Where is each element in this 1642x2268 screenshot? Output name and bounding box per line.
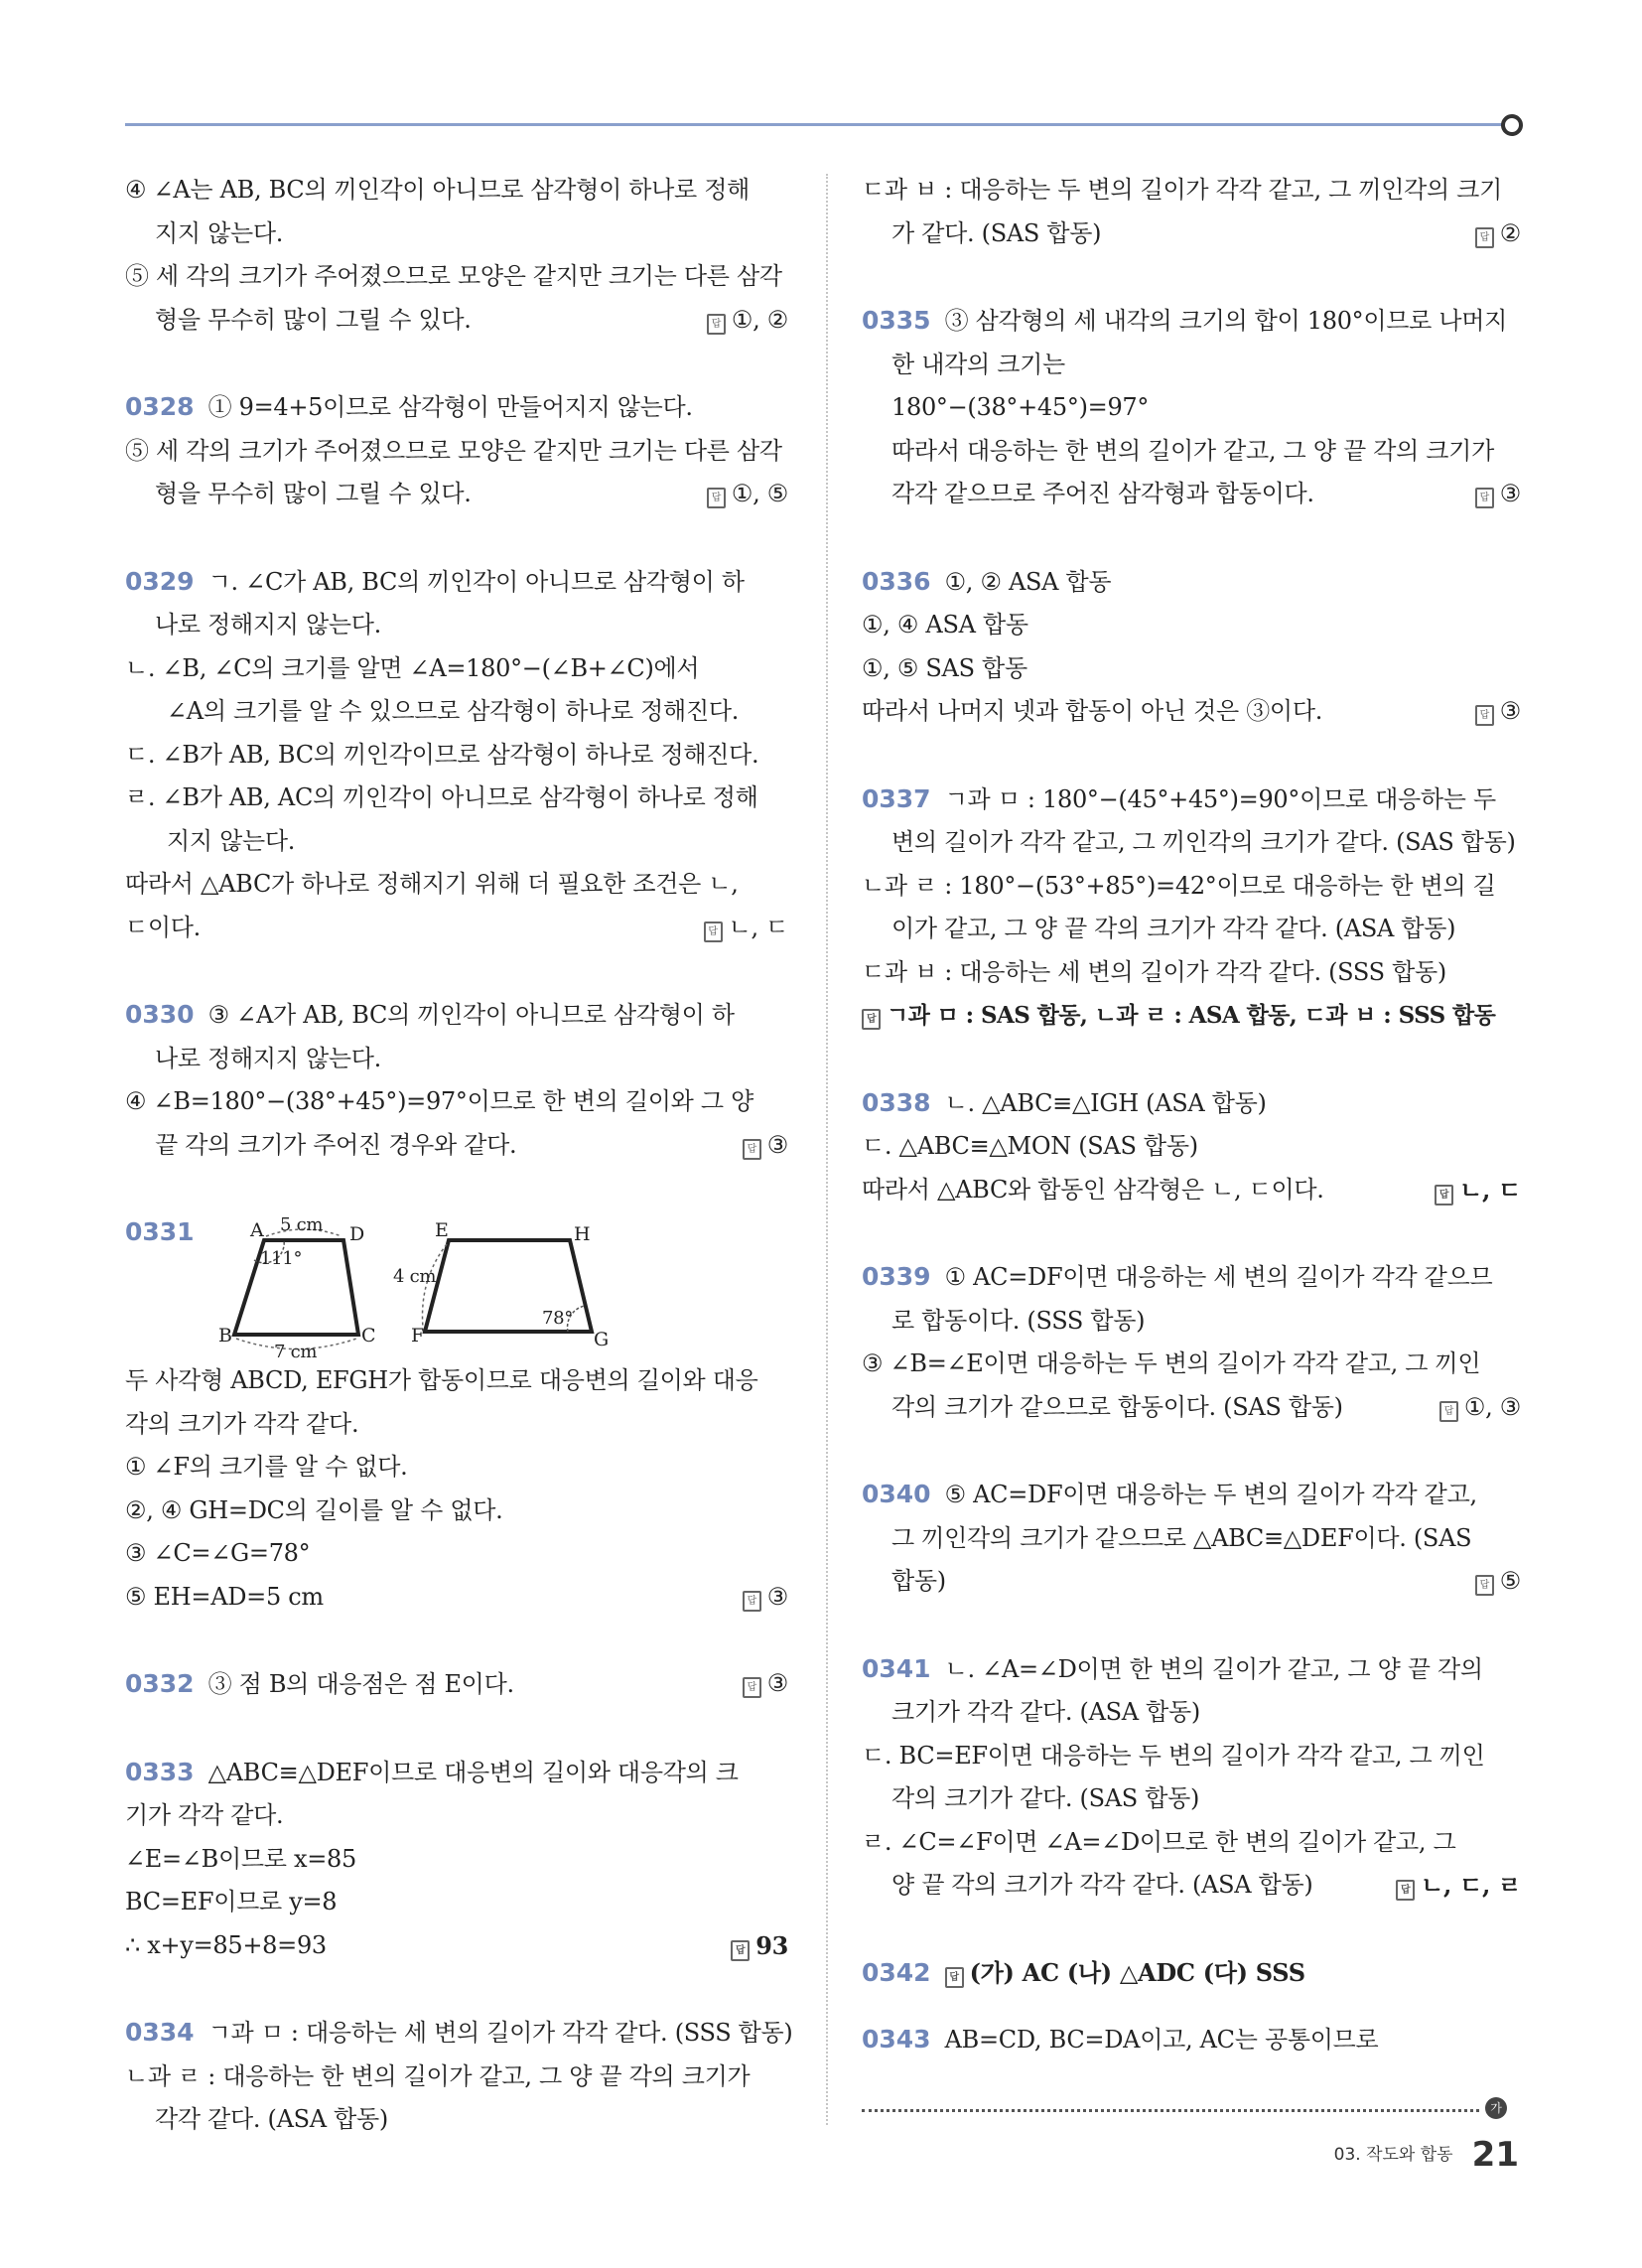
text-line: ⑤ EH=AD=5 cm [125,1582,324,1611]
text-line: ㄷ과 ㅂ : 대응하는 두 변의 길이가 각각 같고, 그 끼인각의 크기 [862,176,1502,204]
answer-icon: 답 [862,1009,881,1030]
text-line: 따라서 나머지 넷과 합동이 아닌 것은 ③이다. [862,697,1323,725]
solution-0328 [125,385,788,516]
text-line: 형을 무수히 많이 그릴 수 있다. [155,305,472,334]
answer-value: ①, ③ [1463,1392,1521,1421]
text-line: ㄹ. ∠B가 AB, AC의 끼인각이 아니므로 삼각형이 하나로 정해 [125,783,758,811]
answer-value: ③ [766,1582,788,1611]
solution-0330 [125,993,788,1167]
answer-value: ② [1499,218,1521,247]
text-line: ⑤ 세 각의 크기가 주어졌으므로 모양은 같지만 크기는 다른 삼각 [125,436,782,465]
text-line: ㄴ과 ㄹ : 180°−(53°+85°)=42°이므로 대응하는 한 변의 길 [862,871,1496,900]
text-line: 형을 무수히 많이 그릴 수 있다. [155,480,472,507]
solution-0334-cont [862,169,1521,255]
vertex-a: A [250,1219,264,1241]
page-number: 21 [1471,2135,1519,2175]
text-line: 따라서 △ABC가 하나로 정해지기 위해 더 필요한 조건은 ㄴ, [125,870,739,898]
text-line: ∠A의 크기를 알 수 있으므로 삼각형이 하나로 정해진다. [167,697,740,725]
answer [1475,1560,1521,1604]
problem-number: 0330 [125,1000,195,1029]
text-line [862,1473,1521,1517]
text-line: 양 끝 각의 크기가 각각 같다. (ASA 합동) [891,1871,1313,1899]
problem-number: 0334 [125,2018,195,2047]
text-line: ㄷ. BC=EF이면 대응하는 두 변의 길이가 각각 같고, 그 끼인 [862,1741,1485,1770]
answer-icon: 답 [1475,488,1494,508]
text-line [125,299,788,343]
text-line: ㄴ. ∠A=∠D이면 한 변의 길이가 같고, 그 양 끝 각의 [944,1654,1483,1683]
right-column [862,169,1521,2106]
answer-value: ㄴ, ㄷ [728,913,788,941]
text-line: ㄱ. ∠C가 AB, BC의 끼인각이 아니므로 삼각형이 하 [207,567,745,596]
continue-dotted-line [862,2109,1479,2112]
problem-number: 0335 [862,306,931,335]
answer [1475,690,1521,734]
answer-icon: 답 [1435,1185,1453,1205]
answer-value: ⑤ [1499,1567,1521,1595]
text-line [125,907,788,950]
text-line: ㄴ. △ABC≡△IGH (ASA 합동) [944,1088,1267,1117]
text-line [125,560,788,605]
answer [1475,213,1521,256]
text-line: ④ ∠B=180°−(38°+45°)=97°이므로 한 변의 길이와 그 양 [125,1087,753,1115]
text-line: ① ∠F의 크기를 알 수 없다. [125,1453,408,1481]
answer [743,1124,788,1168]
solution-0339 [862,1255,1521,1429]
problem-number: 0339 [862,1262,931,1291]
text-line: ②, ④ GH=DC의 길이를 알 수 없다. [125,1495,503,1524]
text-line: 변의 길이가 각각 같고, 그 끼인각의 크기가 같다. (SAS 합동) [891,828,1516,856]
solution-0336 [862,560,1521,734]
text-line: AB=CD, BC=DA이고, AC는 공통이므로 [944,2026,1379,2054]
text-line [862,1386,1521,1430]
answer-value: ㄴ, ㄷ [1459,1175,1521,1205]
text-line: ⑤ 세 각의 크기가 주어졌으므로 모양은 같지만 크기는 다른 삼각 [125,262,782,290]
problem-number: 0340 [862,1480,931,1508]
answer-icon: 답 [707,314,726,335]
text-line: 한 내각의 크기는 [891,350,1065,378]
answer-value: ①, ⑤ [731,480,788,507]
text-line: ①, ⑤ SAS 합동 [862,653,1027,682]
answer-value: (가) AC (나) △ADC (다) SSS [969,1957,1305,1987]
label-angle-g: 78° [542,1308,574,1329]
label-ad-length: 5 cm [280,1214,324,1235]
vertex-e: E [435,1219,449,1241]
solution-0340 [862,1473,1521,1604]
answer [1435,1169,1521,1212]
column-divider [826,174,828,2125]
text-line [862,1169,1521,1212]
text-line: ③ 삼각형의 세 내각의 크기의 합이 180°이므로 나머지 [944,307,1507,335]
answer-icon: 답 [1475,705,1494,726]
page-footer [1334,2135,1519,2175]
answer [1475,473,1521,516]
text-line: 각각 같다. (ASA 합동) [155,2105,388,2133]
text-line [125,473,788,516]
answer-icon: 답 [743,1591,761,1612]
solution-0334 [125,2011,793,2142]
text-line: 크기가 각각 같다. (ASA 합동) [891,1698,1200,1726]
text-line [862,213,1521,256]
answer-icon: 답 [707,488,726,508]
text-line [125,1924,788,1968]
text-line [862,1951,1521,1995]
text-line [862,1081,1521,1126]
answer [743,1576,788,1620]
answer-value: ③ [1499,480,1521,507]
answer [707,473,788,516]
answer [1396,1864,1521,1908]
text-line: 각의 크기가 같으므로 합동이다. (SAS 합동) [891,1392,1343,1421]
chapter-label: 03. 작도와 합동 [1333,2145,1453,2165]
vertex-c: C [361,1325,376,1347]
answer-icon: 답 [1475,227,1494,248]
text-line [862,2018,1521,2062]
text-line: ∴ x+y=85+8=93 [125,1930,327,1959]
text-line: 끝 각의 크기가 주어진 경우와 같다. [155,1130,517,1159]
answer [707,299,788,343]
text-line: ① AC=DF이면 대응하는 세 변의 길이가 각각 같으므 [944,1263,1493,1291]
answer-icon: 답 [1475,1575,1494,1596]
answer [743,1662,788,1706]
text-line [862,473,1521,516]
text-line [862,560,1521,605]
problem-number: 0337 [862,783,931,813]
text-line: ③ ∠B=∠E이면 대응하는 두 변의 길이가 각각 같고, 그 끼인 [862,1349,1481,1377]
top-rule-dot [1501,114,1523,136]
solution-0327-cont [125,169,788,342]
text-line [125,1751,788,1795]
solution-0332 [125,1662,788,1707]
answer-value: ㄴ, ㄷ, ㄹ [1421,1871,1521,1900]
text-line [862,1255,1521,1300]
text-line: ⑤ AC=DF이면 대응하는 두 변의 길이가 각각 같고, [944,1481,1477,1508]
solution-0343 [862,2018,1521,2062]
problem-number: 0342 [862,1957,931,1987]
answer-icon: 답 [945,1967,964,1988]
text-line: 각의 크기가 각각 같다. [125,1409,359,1438]
answer-value: ③ [1499,697,1521,725]
continue-mark: 가 [1485,2097,1507,2119]
solution-0333 [125,1751,788,1968]
text-line: 각의 크기가 같다. (SAS 합동) [891,1784,1200,1812]
text-line: ①, ② ASA 합동 [944,567,1112,596]
text-line: △ABC≡△DEF이므로 대응변의 길이와 대응각의 크 [207,1758,739,1786]
text-line: 지지 않는다. [167,826,296,855]
text-line: 지지 않는다. [155,218,284,247]
solution-0342 [862,1951,1521,1995]
vertex-h: H [574,1223,591,1245]
answer-value: 93 [755,1930,788,1960]
text-line [125,385,788,430]
text-line: ㄴ. ∠B, ∠C의 크기를 알면 ∠A=180°−(∠B+∠C)에서 [125,653,700,682]
problem-number: 0343 [862,2025,931,2054]
solution-0335 [862,299,1521,516]
text-line [125,2011,793,2055]
text-line: ㄱ과 ㅁ : 대응하는 세 변의 길이가 각각 같다. (SSS 합동) [207,2019,793,2047]
answer [1439,1386,1521,1430]
text-line: ③ ∠A가 AB, BC의 끼인각이 아니므로 삼각형이 하 [207,1001,735,1029]
text-line: 따라서 △ABC와 합동인 삼각형은 ㄴ, ㄷ이다. [862,1175,1324,1204]
text-line [862,778,1521,822]
text-line: ㄷ과 ㅂ : 대응하는 세 변의 길이가 각각 같다. (SSS 합동) [862,957,1446,986]
congruent-quadrilaterals-figure [218,1210,681,1362]
solution-0341 [862,1647,1521,1908]
vertex-f: F [411,1325,424,1347]
answer [731,1924,788,1968]
text-line: 나로 정해지지 않는다. [155,1044,381,1072]
text-line: ㄴ과 ㄹ : 대응하는 한 변의 길이가 같고, 그 양 끝 각의 크기가 [125,2061,751,2090]
vertex-g: G [594,1329,609,1350]
text-line: 각각 같으므로 주어진 삼각형과 합동이다. [891,480,1314,507]
text-line: ③ ∠C=∠G=78° [125,1539,311,1567]
text-line [862,690,1521,734]
label-angle-a: 111° [260,1248,303,1269]
answer-icon: 답 [1396,1880,1415,1901]
text-line: 나로 정해지지 않는다. [155,611,381,638]
text-line: 따라서 대응하는 한 변의 길이가 같고, 그 양 끝 각의 크기가 [891,436,1494,465]
text-line: ㄱ과 ㅁ : 180°−(45°+45°)=90°이므로 대응하는 두 [944,784,1496,813]
label-bc-length: 7 cm [274,1342,318,1362]
vertex-d: D [349,1223,364,1245]
text-line: ㄷ. ∠B가 AB, BC의 끼인각이므로 삼각형이 하나로 정해진다. [125,740,759,769]
problem-number: 0328 [125,392,195,421]
figure-row [125,1210,788,1362]
problem-number: 0333 [125,1757,195,1786]
answer [862,994,1521,1038]
text-line: ∠E=∠B이므로 x=85 [125,1844,356,1873]
text-line: 합동) [891,1567,946,1595]
problem-number: 0329 [125,566,195,596]
answer-value: ③ [766,1130,788,1159]
text-line: ㄷ이다. [125,913,201,941]
text-line: ④ ∠A는 AB, BC의 끼인각이 아니므로 삼각형이 하나로 정해 [125,176,751,204]
text-line [862,1560,1521,1604]
problem-number: 0332 [125,1669,195,1698]
top-rule [125,123,1513,126]
text-line: ㄷ. △ABC≡△MON (SAS 합동) [862,1132,1198,1160]
text-line: ㄹ. ∠C=∠F이면 ∠A=∠D이므로 한 변의 길이가 같고, 그 [862,1827,1456,1856]
text-line: ①, ④ ASA 합동 [862,611,1028,638]
solution-0338 [862,1081,1521,1212]
problem-number: 0338 [862,1087,931,1117]
text-line [862,299,1521,344]
text-line: 로 합동이다. (SSS 합동) [891,1306,1146,1335]
text-line [125,1662,788,1707]
solution-0337 [862,778,1521,1038]
answer [704,907,788,950]
text-line: ① 9=4+5이므로 삼각형이 만들어지지 않는다. [207,393,693,421]
text-line [862,1647,1521,1692]
text-line: 가 같다. (SAS 합동) [891,218,1102,247]
text-line: 180°−(38°+45°)=97° [891,393,1150,421]
solution-0329 [125,560,788,950]
vertex-b: B [218,1325,232,1347]
text-line: BC=EF이므로 y=8 [125,1888,338,1915]
text-line: 그 끼인각의 크기가 같으므로 △ABC≡△DEF이다. (SAS [891,1523,1472,1552]
answer-value: ①, ② [731,305,788,334]
text-line [862,1864,1521,1908]
answer-icon: 답 [704,921,723,942]
solution-0331 [125,1210,788,1619]
answer-icon: 답 [731,1940,750,1961]
label-ef-length: 4 cm [393,1266,437,1287]
text-line [125,1576,788,1620]
text-line: ③ 점 B의 대응점은 점 E이다. [207,1670,514,1698]
problem-number: 0341 [862,1653,931,1683]
text-line: 기가 각각 같다. [125,1801,284,1829]
problem-number: 0331 [125,1217,195,1246]
answer-value: ③ [766,1669,788,1697]
answer-icon: 답 [743,1677,761,1698]
text-line [125,993,788,1038]
problem-number: 0336 [862,566,931,596]
answer-icon: 답 [743,1139,761,1160]
answer-icon: 답 [1439,1401,1458,1422]
text-line: 이가 같고, 그 양 끝 각의 크기가 각각 같다. (ASA 합동) [891,915,1456,942]
text-line [125,1124,788,1168]
left-column [125,169,793,2186]
answer-value: ㄱ과 ㅁ : SAS 합동, ㄴ과 ㄹ : ASA 합동, ㄷ과 ㅂ : SSS 합동 [887,1002,1496,1029]
text-line: 두 사각형 ABCD, EFGH가 합동이므로 대응변의 길이와 대응 [125,1366,758,1394]
